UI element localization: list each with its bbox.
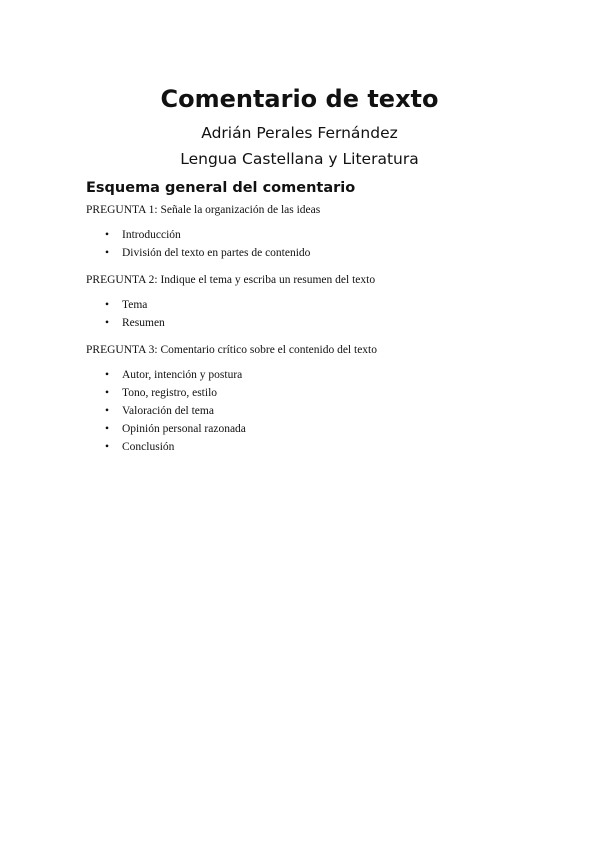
document-body	[86, 202, 526, 466]
list-item: • División del texto en partes de contenido	[86, 244, 526, 262]
question-2-list	[86, 296, 526, 332]
document-title: Comentario de texto	[160, 85, 439, 113]
list-item: • Tema	[86, 296, 526, 314]
question-1-list	[86, 226, 526, 262]
question-2: PREGUNTA 2: Indique el tema y escriba un resumen del texto	[86, 274, 376, 286]
list-item: • Conclusión	[86, 438, 526, 456]
document-course: Lengua Castellana y Literatura	[180, 150, 419, 168]
document-author: Adrián Perales Fernández	[201, 124, 398, 142]
list-item: • Tono, registro, estilo	[86, 384, 526, 402]
list-item: • Opinión personal razonada	[86, 420, 526, 438]
section-heading: Esquema general del comentario	[86, 180, 356, 196]
list-item: • Introducción	[86, 226, 526, 244]
list-item: • Valoración del tema	[86, 402, 526, 420]
list-item: • Autor, intención y postura	[86, 366, 526, 384]
question-3: PREGUNTA 3: Comentario crítico sobre el contenido del texto	[86, 344, 377, 356]
list-item: • Resumen	[86, 314, 526, 332]
question-3-list	[86, 366, 526, 456]
question-1: PREGUNTA 1: Señale la organización de las ideas	[86, 204, 321, 216]
